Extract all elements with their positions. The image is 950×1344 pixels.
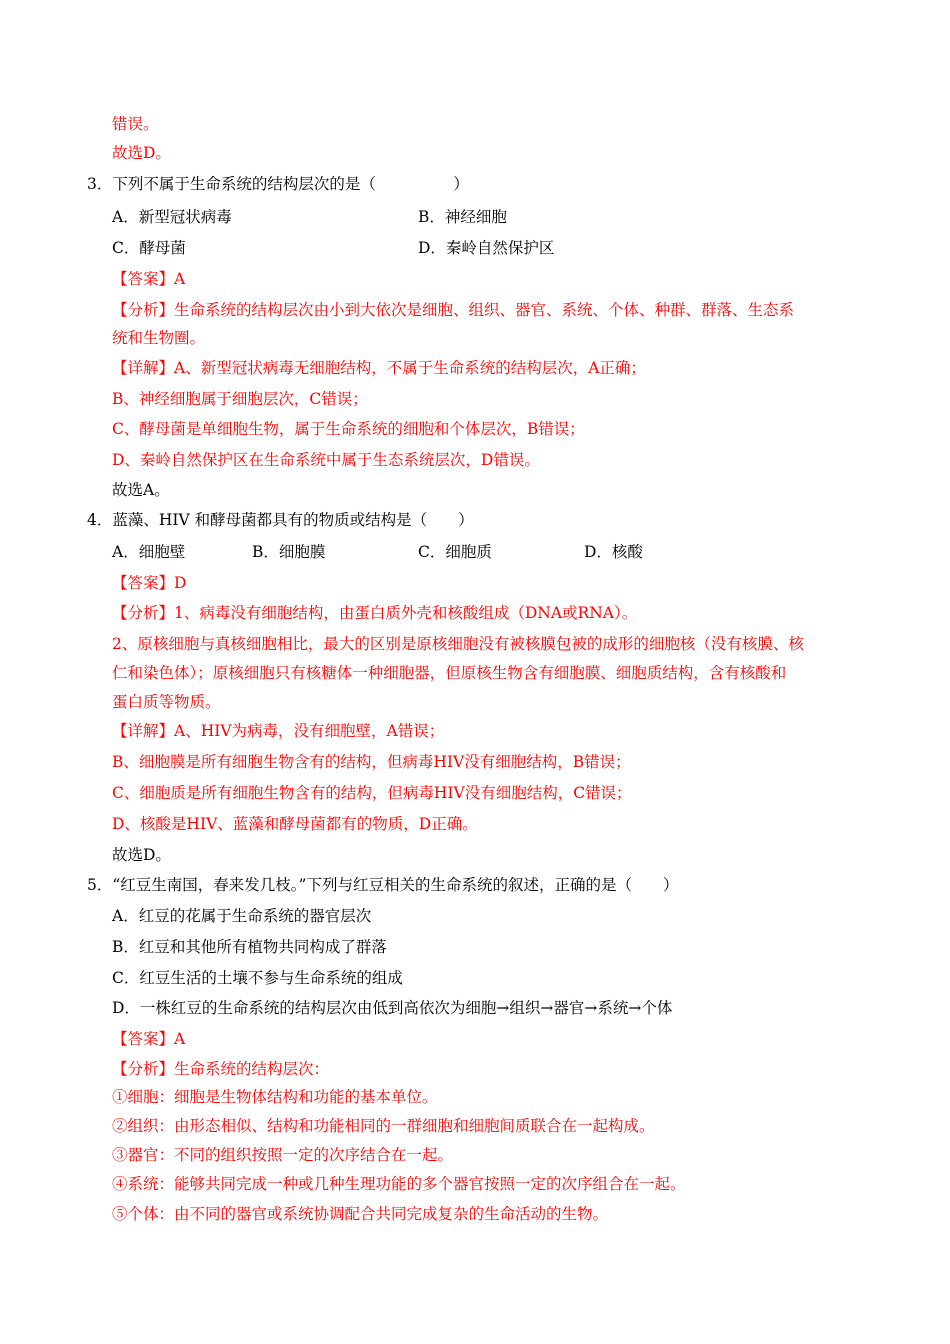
question-3-conclusion: 故选A。: [112, 481, 170, 499]
question-4-analysis-2-cont: 仁和染色体）；原核细胞只有核糖体一种细胞器，但原核生物含有细胞膜、细胞质结构，含有核酸和: [112, 664, 787, 682]
question-3-explanation: 【详解】A、新型冠状病毒无细胞结构，不属于生命系统的结构层次，A正确；: [112, 359, 646, 377]
question-4-analysis-2-end: 蛋白质等物质。: [112, 693, 221, 711]
question-3-explanation-d: D、秦岭自然保护区在生命系统中属于生态系统层次，D错误。: [112, 451, 540, 469]
question-3-answer: 【答案】A: [112, 270, 186, 288]
question-4-explanation-c: C、细胞质是所有细胞生物含有的结构，但病毒HIV没有细胞结构，C错误；: [112, 784, 632, 802]
question-4-option-a: A．细胞壁: [112, 543, 186, 561]
question-5-option-b: B．红豆和其他所有植物共同构成了群落: [112, 938, 387, 956]
question-4-explanation-d: D、核酸是HIV、蓝藻和酵母菌都有的物质，D正确。: [112, 815, 478, 833]
question-3-explanation-b: B、神经细胞属于细胞层次，C错误；: [112, 390, 368, 408]
question-5-analysis-item-2: ②组织：由形态相似、结构和功能相同的一群细胞和细胞间质联合在一起构成。: [112, 1117, 655, 1135]
question-4-analysis: 【分析】1、病毒没有细胞结构，由蛋白质外壳和核酸组成（DNA或RNA）。: [112, 604, 638, 622]
question-5-analysis-item-1: ①细胞：细胞是生物体结构和功能的基本单位。: [112, 1088, 438, 1106]
question-4-explanation: 【详解】A、HIV为病毒，没有细胞壁，A错误；: [112, 722, 445, 740]
question-3-option-a: A．新型冠状病毒: [112, 208, 232, 226]
question-4-option-b: B．细胞膜: [252, 543, 326, 561]
question-3-option-b: B．神经细胞: [418, 208, 507, 226]
question-5-analysis-item-3: ③器官：不同的组织按照一定的次序结合在一起。: [112, 1146, 454, 1164]
question-3-analysis: 【分析】生命系统的结构层次由小到大依次是细胞、组织、器官、系统、个体、种群、群落、生态系: [112, 301, 795, 319]
question-4-option-c: C．细胞质: [418, 543, 492, 561]
question-4-conclusion: 故选D。: [112, 846, 171, 864]
question-5-option-d: D．一株红豆的生命系统的结构层次由低到高依次为细胞→组织→器官→系统→个体: [112, 999, 673, 1017]
question-5-stem: 5．“红豆生南国，春来发几枝。”下列与红豆相关的生命系统的叙述，正确的是（ ）: [87, 876, 679, 894]
question-3-explanation-c: C、酵母菌是单细胞生物，属于生命系统的细胞和个体层次，B错误；: [112, 420, 585, 438]
question-5-analysis-item-4: ④系统：能够共同完成一种或几种生理功能的多个器官按照一定的次序组合在一起。: [112, 1175, 686, 1193]
question-5-option-a: A．红豆的花属于生命系统的器官层次: [112, 907, 372, 925]
question-3-analysis-cont: 统和生物圈。: [112, 329, 206, 347]
question-3-option-c: C．酵母菌: [112, 239, 186, 257]
question-5-option-c: C．红豆生活的土壤不参与生命系统的组成: [112, 969, 403, 987]
question-3-option-d: D．秦岭自然保护区: [418, 239, 555, 257]
question-4-answer: 【答案】D: [112, 574, 187, 592]
question-5-analysis: 【分析】生命系统的结构层次：: [112, 1060, 330, 1078]
answer-text-line: 错误。: [112, 115, 159, 133]
answer-text-line: 故选D。: [112, 144, 171, 162]
question-5-analysis-item-5: ⑤个体：由不同的器官或系统协调配合共同完成复杂的生命活动的生物。: [112, 1205, 609, 1223]
question-3-stem: 3．下列不属于生命系统的结构层次的是（ ）: [87, 175, 469, 193]
question-4-option-d: D．核酸: [584, 543, 643, 561]
question-4-explanation-b: B、细胞膜是所有细胞生物含有的结构，但病毒HIV没有细胞结构，B错误；: [112, 753, 631, 771]
question-4-stem: 4．蓝藻、HIV 和酵母菌都具有的物质或结构是（ ）: [87, 511, 474, 529]
question-4-analysis-2: 2、原核细胞与真核细胞相比，最大的区别是原核细胞没有被核膜包被的成形的细胞核（没有核膜、核: [112, 635, 804, 653]
question-5-answer: 【答案】A: [112, 1030, 186, 1048]
